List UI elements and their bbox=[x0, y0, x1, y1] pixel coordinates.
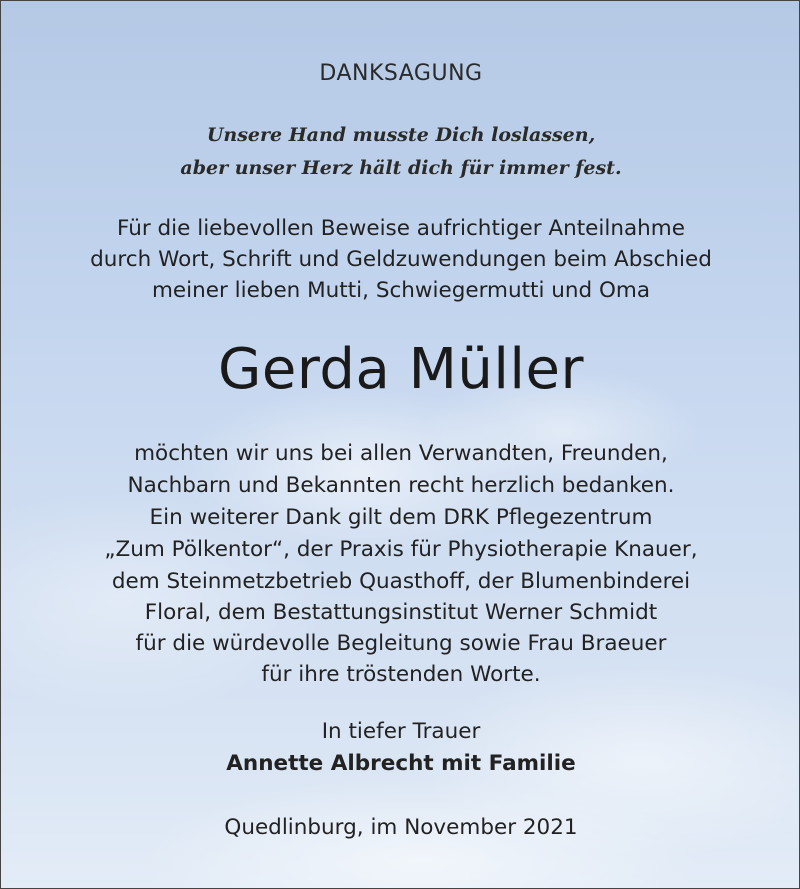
thanks-line-1: möchten wir uns bei allen Verwandten, Freunden, bbox=[134, 441, 668, 466]
deceased-name: Gerda Müller bbox=[218, 337, 584, 402]
quote-line-1: Unsere Hand musste Dich loslassen, bbox=[206, 124, 596, 146]
quote-line-2: aber unser Herz hält dich für immer fest. bbox=[180, 157, 622, 179]
place-date: Quedlinburg, im November 2021 bbox=[224, 815, 578, 840]
signatory: Annette Albrecht mit Familie bbox=[226, 751, 576, 776]
thanks-line-3: Ein weiterer Dank gilt dem DRK Pflegezentrum bbox=[149, 505, 653, 530]
intro-line-1: Für die liebevollen Beweise aufrichtiger Anteilnahme bbox=[117, 216, 685, 241]
thanks-line-7: für die würdevolle Begleitung sowie Frau Braeuer bbox=[135, 631, 667, 656]
thanks-line-6: Floral, dem Bestattungsinstitut Werner Schmidt bbox=[144, 600, 658, 625]
heading: DANKSAGUNG bbox=[319, 61, 483, 86]
thanks-line-4: „Zum Pölkentor“, der Praxis für Physiotherapie Knauer, bbox=[104, 537, 698, 562]
thanks-line-2: Nachbarn und Bekannten recht herzlich bedanken. bbox=[127, 473, 675, 498]
intro-line-2: durch Wort, Schrift und Geldzuwendungen beim Abschied bbox=[90, 247, 712, 272]
mourning-phrase: In tiefer Trauer bbox=[321, 719, 481, 744]
intro-line-3: meiner lieben Mutti, Schwiegermutti und Oma bbox=[151, 278, 651, 303]
thanks-line-8: für ihre tröstenden Worte. bbox=[261, 662, 541, 687]
thanks-line-5: dem Steinmetzbetrieb Quasthoff, der Blumenbinderei bbox=[111, 569, 691, 594]
